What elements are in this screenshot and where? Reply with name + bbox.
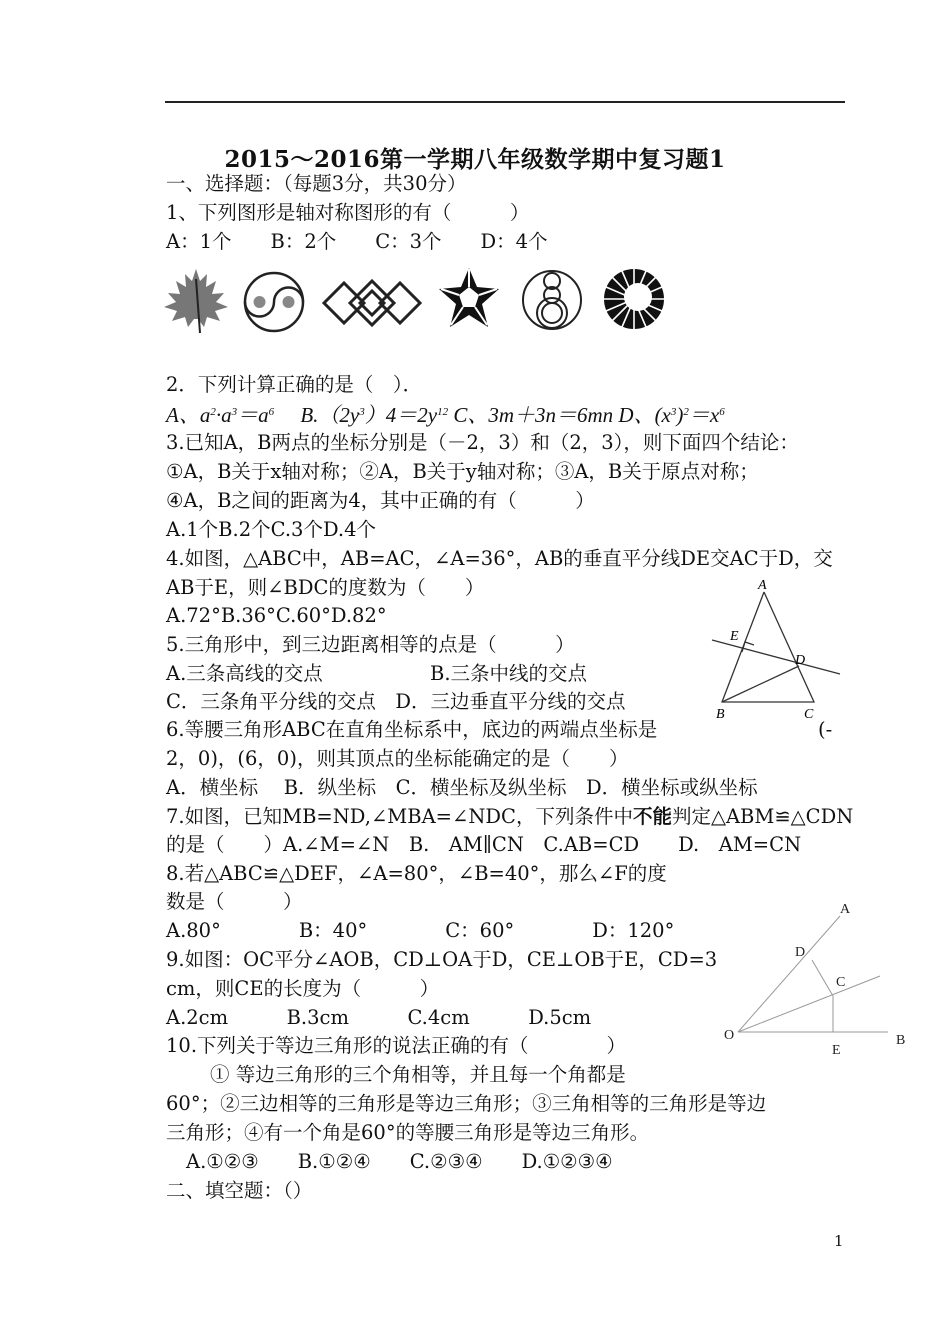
yin-yang-icon xyxy=(242,270,306,334)
q10-line2: 60°；②三边相等的三角形是等边三角形；③三角相等的三角形是等边 xyxy=(166,1092,767,1115)
q10-stem: 10.下列关于等边三角形的说法正确的有（ ） xyxy=(166,1034,627,1057)
q9-options: A.2cm B.3cm C.4cm D.5cm xyxy=(166,1006,592,1029)
knot-icon xyxy=(320,275,424,331)
q5-option-a: A.三条高线的交点 xyxy=(166,662,323,685)
q4-triangle-diagram xyxy=(706,576,846,722)
q8-line1: 8.若△ABC≌△DEF，∠A=80°，∠B=40°，那么∠F的度 xyxy=(166,862,667,885)
q3-line1: 3.已知A，B两点的坐标分别是（－2，3）和（2，3），则下面四个结论： xyxy=(166,431,799,454)
q9-line2: cm，则CE的长度为（ ） xyxy=(166,977,440,1000)
q9-label-e: E xyxy=(832,1043,841,1058)
q9-label-b: B xyxy=(896,1033,906,1048)
q4-options: A.72°B.36°C.60°D.82° xyxy=(166,604,387,627)
q3-line3: ④A，B之间的距离为4，其中正确的有（ ） xyxy=(166,489,595,512)
q6-line2: 2，0)，(6，0)，则其顶点的坐标能确定的是（ ） xyxy=(166,747,629,770)
q4-label-e: E xyxy=(730,629,739,644)
q4-label-b: B xyxy=(716,707,725,722)
q8-options: A.80° B：40° C：60° D：120° xyxy=(166,919,675,942)
q8-line2: 数是（ ） xyxy=(166,890,303,913)
q1-options: A：1个 B：2个 C：3个 D：4个 xyxy=(166,230,548,253)
q2-options: A、$a^2\cdot a^3=a^6$ $B.(2y^3)4=2y^{12}$ C、3m＋3n＝6mn D、$(x^3)^2=x^6$ xyxy=(166,403,725,427)
q10-line3: 三角形；④有一个角是60°的等腰三角形是等边三角形。 xyxy=(166,1121,650,1144)
q9-label-o: O xyxy=(724,1028,735,1043)
q3-options: A.1个B.2个C.3个D.4个 xyxy=(166,518,376,541)
maple-leaf-icon xyxy=(160,265,232,335)
sunburst-icon xyxy=(602,267,666,331)
q4-label-d: D xyxy=(795,653,806,668)
q10-line1: ① 等边三角形的三个角相等，并且每一个角都是 xyxy=(210,1063,626,1086)
q1-stem: 1、下列图形是轴对称图形的有（ ） xyxy=(166,201,530,224)
q5-option-b: B.三条中线的交点 xyxy=(430,662,588,685)
page-number: 1 xyxy=(834,1232,844,1250)
section-heading-choice: 一、选择题：（每题3分，共30分） xyxy=(166,172,467,195)
q4-label-a: A xyxy=(758,578,767,593)
q9-angle-diagram xyxy=(716,894,912,1060)
q9-label-c: C xyxy=(836,975,846,990)
q4-label-c: C xyxy=(804,707,814,722)
q3-line2: ①A，B关于x轴对称；②A，B关于y轴对称；③A，B关于原点对称； xyxy=(166,460,759,483)
q6-line1-end: (- xyxy=(818,718,833,741)
star-pentagon-icon xyxy=(436,265,502,333)
q9-label-d: D xyxy=(795,945,806,960)
q4-line2: AB于E，则∠BDC的度数为（ ） xyxy=(166,576,485,599)
q7-line1: 7.如图，已知MB=ND,∠MBA=∠NDC，下列条件中不能判定△ABM≌△CDN xyxy=(166,805,854,828)
q6-line1: 6.等腰三角形ABC在直角坐标系中，底边的两端点坐标是 xyxy=(166,718,658,741)
q9-line1: 9.如图：OC平分∠AOB，CD⊥OA于D，CE⊥OB于E，CD=3 xyxy=(166,948,718,971)
stacked-circles-icon xyxy=(520,267,584,333)
q2-stem: 2．下列计算正确的是（ ）． xyxy=(166,373,423,396)
q5-stem: 5.三角形中，到三边距离相等的点是（ ） xyxy=(166,633,575,656)
page-title: 2015～2016第一学期八年级数学期中复习题1 xyxy=(224,146,726,173)
q5-options-cd: C．三条角平分线的交点 D．三边垂直平分线的交点 xyxy=(166,690,626,713)
q9-label-a: A xyxy=(840,902,851,917)
q10-options: A.①②③ B.①②④ C.②③④ D.①②③④ xyxy=(186,1150,613,1173)
q4-line1: 4.如图，△ABC中，AB=AC，∠A=36°，AB的垂直平分线DE交AC于D，交 xyxy=(166,547,833,570)
q7-line2: 的是（ ）A.∠M=∠N B. AM∥CN C.AB=CD D. AM=CN xyxy=(166,833,802,856)
header-rule xyxy=(165,101,845,103)
section-heading-fill: 二、填空题：（） xyxy=(166,1179,313,1202)
q6-options: A．横坐标 B．纵坐标 C．横坐标及纵坐标 D．横坐标或纵坐标 xyxy=(166,776,758,799)
